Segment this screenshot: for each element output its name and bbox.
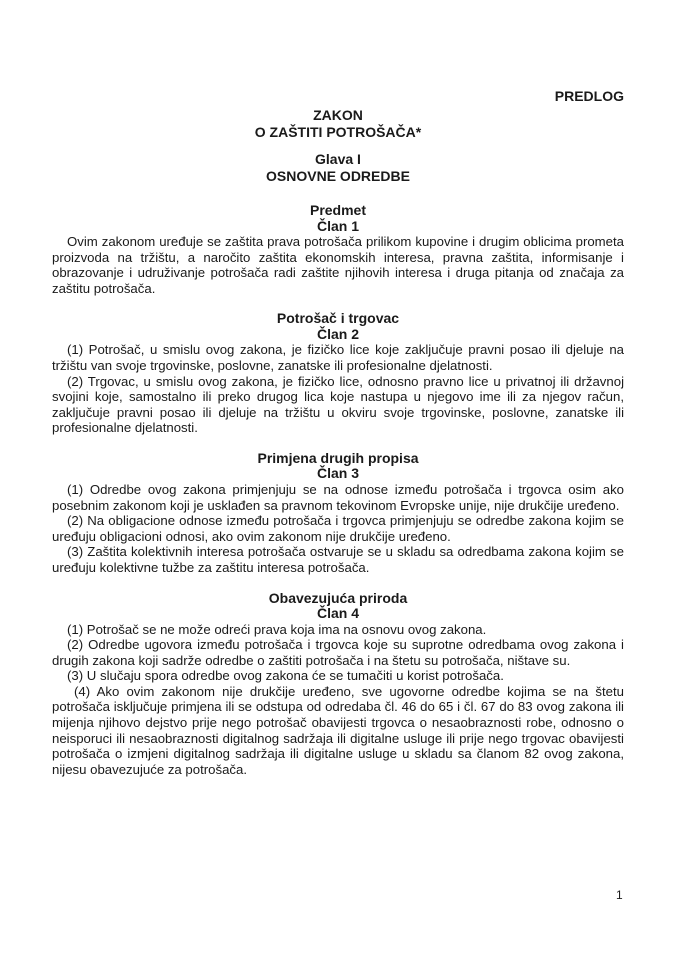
law-title-line-2: O ZAŠTITI POTROŠAČA* bbox=[254, 124, 422, 140]
article-paragraph: (3) Zaštita kolektivnih interesa potrošača ostvaruje se u skladu sa odredbama zakona kojim se uređuju kolektivne tužbe za zaštitu interesa potrošača. bbox=[52, 544, 624, 575]
article-paragraph: (3) U slučaju spora odredbe ovog zakona će se tumačiti u korist potrošača. bbox=[67, 668, 504, 684]
article-heading: Obavezujuća priroda bbox=[268, 589, 408, 606]
law-title bbox=[52, 107, 624, 141]
article-paragraph: (1) Odredbe ovog zakona primjenjuju se na odnose između potrošača i trgovca osim ako posebnim zakonom koji je usklađen sa pravnom tekovinom Evropske unije, nije drukčije uređeno. bbox=[52, 481, 624, 513]
article-paragraph: (1) Potrošač se ne može odreći prava koja ima na osnovu ovog zakona. bbox=[67, 621, 487, 637]
article-heading: Predmet bbox=[309, 202, 367, 218]
article-3 bbox=[52, 451, 624, 576]
article-paragraph: (4) Ako ovim zakonom nije drukčije uređeno, sve ugovorne odredbe kojima se na štetu potrošača isključuje primjena ili se odstupa od odredaba čl. 46 do 65 i čl. 67 do 83 ovog zakona ili mijenja njihovo dejstvo prije nego potrošač obavijesti trgovca o nesaobraznosti robe, odnosno o neisporuci ili nesaobraznosti digitalnog sadržaja ili digitalne usluge ili prije nego trgovac obavijesti potrošača o izmjeni digitalnog sadržaja ili digitalne usluge u skladu sa članom 82 ovog zakona, nijesu obavezujuće za potrošača. bbox=[52, 683, 624, 777]
page-number: 1 bbox=[616, 888, 623, 902]
law-title-line-1: ZAKON bbox=[313, 107, 363, 123]
article-heading: Potrošač i trgovac bbox=[276, 310, 400, 327]
article-paragraph: Ovim zakonom uređuje se zaštita prava potrošača prilikom kupovine i drugim oblicima prometa proizvoda na tržištu, a naročito zaštita ekonomskih interesa, pravna zaštita, informisanje i obrazovanje i udruživanje potrošača radi zaštite njihovih interesa i druga pitanja od značaja za zaštitu potrošača. bbox=[52, 234, 624, 296]
article-number: Član 1 bbox=[316, 217, 359, 234]
chapter-title: OSNOVNE ODREDBE bbox=[266, 168, 410, 184]
article-2 bbox=[52, 311, 624, 436]
article-paragraph: (2) Trgovac, u smislu ovog zakona, je fizičko lice, odnosno pravno lice u privatnoj ili državnoj svojini koje, samostalno ili preko drugog lica koje nastupa u njegovo ime ili za njegov račun, zaključuje pravni posao ili djeluje na tržištu u okviru svoje trgovinske, poslovne, zanatske ili profesionalne djelatnosti. bbox=[52, 373, 624, 436]
article-1 bbox=[52, 203, 624, 296]
article-number: Član 4 bbox=[316, 605, 359, 621]
chapter-number: Glava I bbox=[315, 151, 361, 167]
article-paragraph: (2) Odredbe ugovora između potrošača i trgovca koje su suprotne odredbama ovog zakona i drugih zakona koji sadrže odredbe o zaštiti potrošača i na štetu su potrošača, ništave su. bbox=[52, 637, 624, 668]
article-heading: Primjena drugih propisa bbox=[257, 449, 419, 466]
article-number: Član 3 bbox=[316, 465, 359, 482]
proposal-label: PREDLOG bbox=[554, 88, 624, 104]
article-paragraph: (2) Na obligacione odnose između potrošača i trgovca primjenjuju se odredbe zakona kojim se uređuju obligacioni odnosi, ako ovim zakonom nije drukčije uređeno. bbox=[52, 513, 624, 544]
article-paragraph: (1) Potrošač, u smislu ovog zakona, je fizičko lice koje zaključuje pravni posao ili djeluje na tržištu van svoje trgovinske, poslovne, zanatske ili profesionalne djelatnosti. bbox=[52, 342, 624, 373]
article-number: Član 2 bbox=[316, 325, 359, 342]
articles bbox=[52, 203, 624, 792]
article-4 bbox=[52, 591, 624, 778]
chapter-heading bbox=[52, 151, 624, 185]
